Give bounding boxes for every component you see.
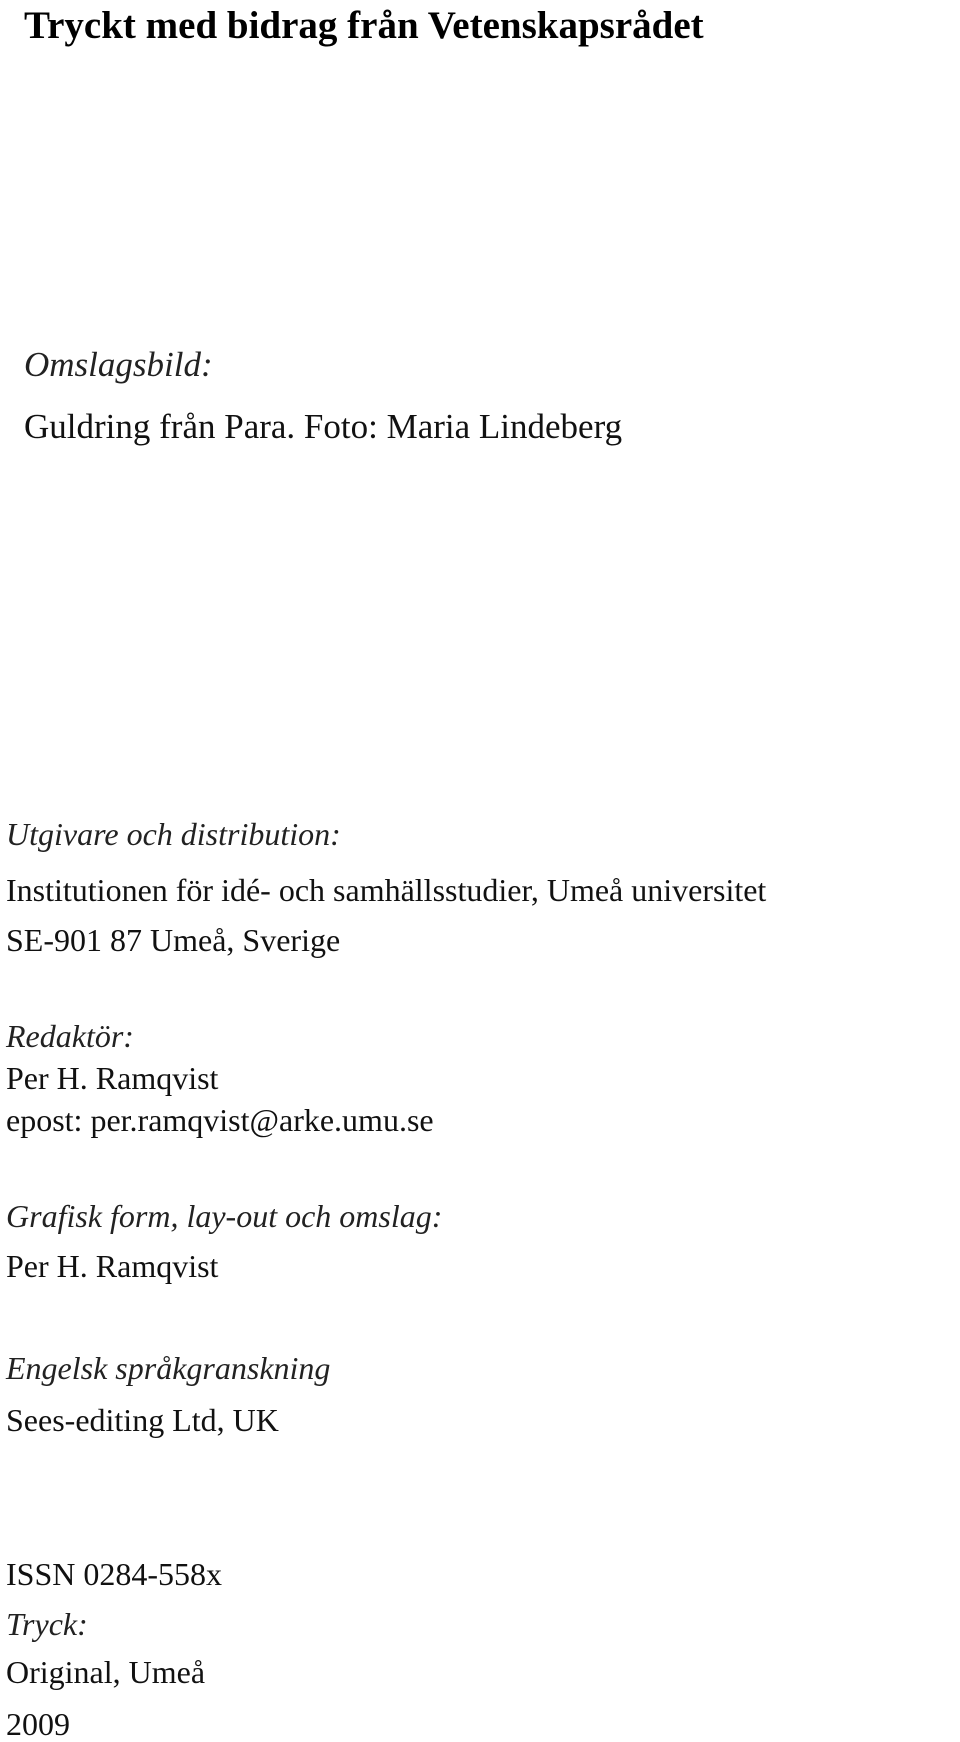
- issn-number: ISSN 0284-558x: [6, 1556, 223, 1592]
- cover-image-credit: Guldring från Para. Foto: Maria Lindeberg: [24, 407, 623, 446]
- language-review-label: Engelsk språkgranskning: [6, 1350, 331, 1386]
- design-label: Grafisk form, lay-out och omslag:: [6, 1198, 443, 1234]
- print-label: Tryck:: [6, 1606, 88, 1642]
- editor-label: Redaktör:: [6, 1018, 134, 1054]
- editor-name: Per H. Ramqvist: [6, 1060, 219, 1096]
- cover-image-label: Omslagsbild:: [24, 345, 213, 384]
- printer-name: Original, Umeå: [6, 1654, 206, 1690]
- publisher-label: Utgivare och distribution:: [6, 816, 341, 852]
- page-title: Tryckt med bidrag från Vetenskapsrådet: [24, 4, 704, 47]
- publisher-address: SE-901 87 Umeå, Sverige: [6, 922, 341, 958]
- design-name: Per H. Ramqvist: [6, 1248, 219, 1284]
- publication-year: 2009: [6, 1706, 70, 1742]
- editor-email: epost: per.ramqvist@arke.umu.se: [6, 1102, 434, 1138]
- publisher-institution: Institutionen för idé- och samhällsstudier, Umeå universitet: [6, 872, 767, 908]
- language-review-name: Sees-editing Ltd, UK: [6, 1402, 279, 1438]
